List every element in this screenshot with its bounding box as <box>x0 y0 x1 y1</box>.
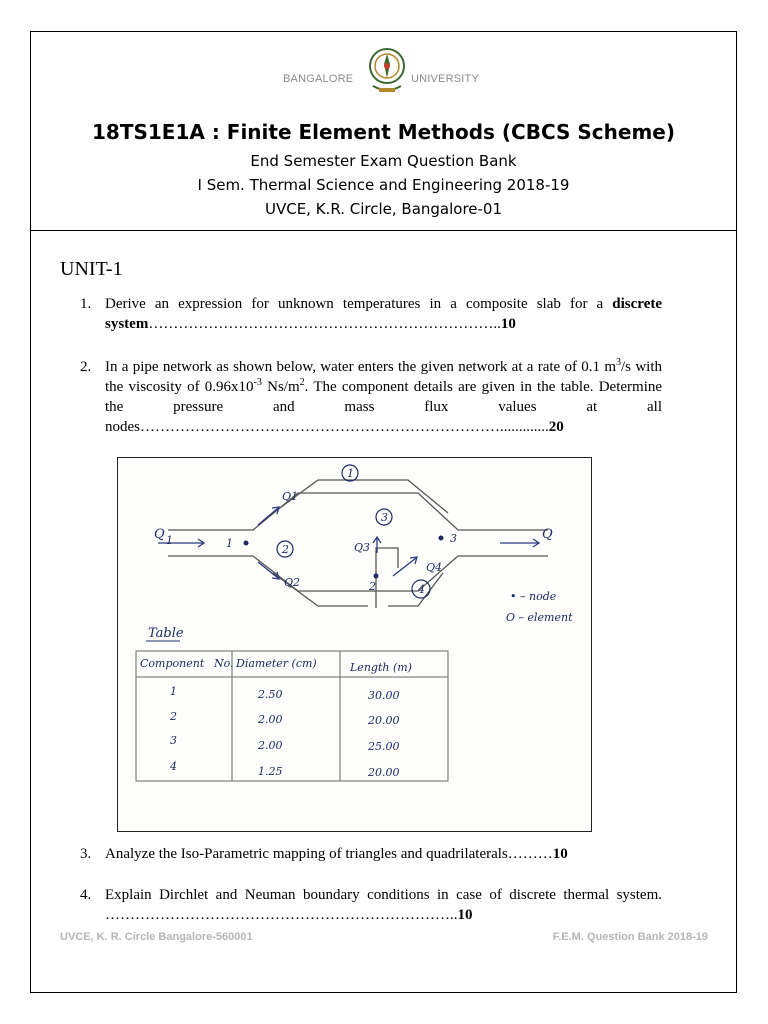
table-cell: 20.00 <box>368 766 400 779</box>
question-text: Derive an expression for unknown temperatures in a composite slab for a discrete system……………………………………………………………..10 <box>105 296 662 332</box>
question-3 <box>80 844 662 864</box>
table-cell: 2.00 <box>258 713 283 726</box>
institution-subtitle: UVCE, K.R. Circle, Bangalore-01 <box>264 200 503 218</box>
node-2-marker <box>374 574 379 579</box>
flow-in-label: Q <box>154 527 165 542</box>
exam-subtitle: End Semester Exam Question Bank <box>250 152 517 170</box>
table-header-length: Length (m) <box>350 661 412 674</box>
university-name-left: BANGALORE <box>283 73 354 85</box>
table-cell: 20.00 <box>368 714 400 727</box>
document-header <box>31 32 736 231</box>
question-1 <box>80 294 662 334</box>
table-cell: 4 <box>170 760 177 773</box>
question-number: 1. <box>80 296 92 312</box>
pipe-network-figure <box>117 457 592 832</box>
university-name-right: UNIVERSITY <box>411 73 480 85</box>
node-3-marker <box>439 536 444 541</box>
node-3-label: 3 <box>450 532 457 545</box>
table-cell: 30.00 <box>368 689 400 702</box>
question-4 <box>80 885 662 925</box>
question-text: In a pipe network as shown below, water enters the given network at a rate of 0.1 $m^3/s$ with the viscosity of $0.96x10^{-3}$ $Ns/m^2$. The component details are given in the table. Determine the pressure and mass flux values at all nodes……………………………………………………………….............20 <box>105 357 663 435</box>
element-4-label: 4 <box>418 583 425 596</box>
node-1-label: 1 <box>226 537 233 550</box>
table-cell: 2.50 <box>258 688 283 701</box>
question-marks: 20 <box>548 419 564 435</box>
unit-heading: UNIT-1 <box>60 258 123 280</box>
pipe-network-diagram <box>118 458 591 831</box>
flow-q2-label: Q2 <box>284 576 301 589</box>
question-text: Explain Dirchlet and Neuman boundary conditions in case of discrete thermal system. ……………………………………………………………..10 <box>105 887 663 923</box>
flow-q4-label: Q4 <box>426 561 443 574</box>
program-subtitle: I Sem. Thermal Science and Engineering 2018-19 <box>197 176 570 194</box>
question-marks: 10 <box>457 907 473 923</box>
table-cell: 1.25 <box>258 765 283 778</box>
table-title: Table <box>148 626 184 641</box>
table-cell: 3 <box>170 734 177 747</box>
question-2 <box>80 357 662 437</box>
legend-node: • – node <box>510 590 557 603</box>
footer-right: F.E.M. Question Bank 2018-19 <box>552 931 708 943</box>
table-header-component: Component <box>140 657 205 670</box>
node-2-label: 2 <box>369 580 376 593</box>
question-number: 3. <box>80 846 92 862</box>
flow-out-label: Q <box>542 527 553 542</box>
table-cell: 25.00 <box>368 740 400 753</box>
legend-element: O – element <box>506 611 573 624</box>
question-text: Analyze the Iso-Parametric mapping of triangles and quadrilaterals………10 <box>105 846 568 862</box>
flow-q1-label: Q1 <box>282 490 299 503</box>
course-title: 18TS1E1A : Finite Element Methods (CBCS Scheme) <box>92 120 675 144</box>
question-marks: 10 <box>552 846 568 862</box>
element-1-label: 1 <box>347 467 354 480</box>
element-2-label: 2 <box>282 543 289 556</box>
footer-left: UVCE, K. R. Circle Bangalore-560001 <box>60 931 253 943</box>
university-logo-row <box>31 44 736 100</box>
question-marks: 10 <box>500 316 516 332</box>
table-cell: 2 <box>170 710 177 723</box>
flow-q3-label: Q3 <box>354 541 371 554</box>
university-seal-icon <box>365 44 409 96</box>
flow-in-subscript: 1 <box>166 534 173 547</box>
question-number: 4. <box>80 887 92 903</box>
table-cell: 2.00 <box>258 739 283 752</box>
node-1-marker <box>244 541 249 546</box>
table-header-diameter: Diameter (cm) <box>236 657 317 670</box>
table-cell: 1 <box>170 685 177 698</box>
table-header-no: No. <box>214 657 234 670</box>
element-3-label: 3 <box>381 511 388 524</box>
question-number: 2. <box>80 359 92 375</box>
